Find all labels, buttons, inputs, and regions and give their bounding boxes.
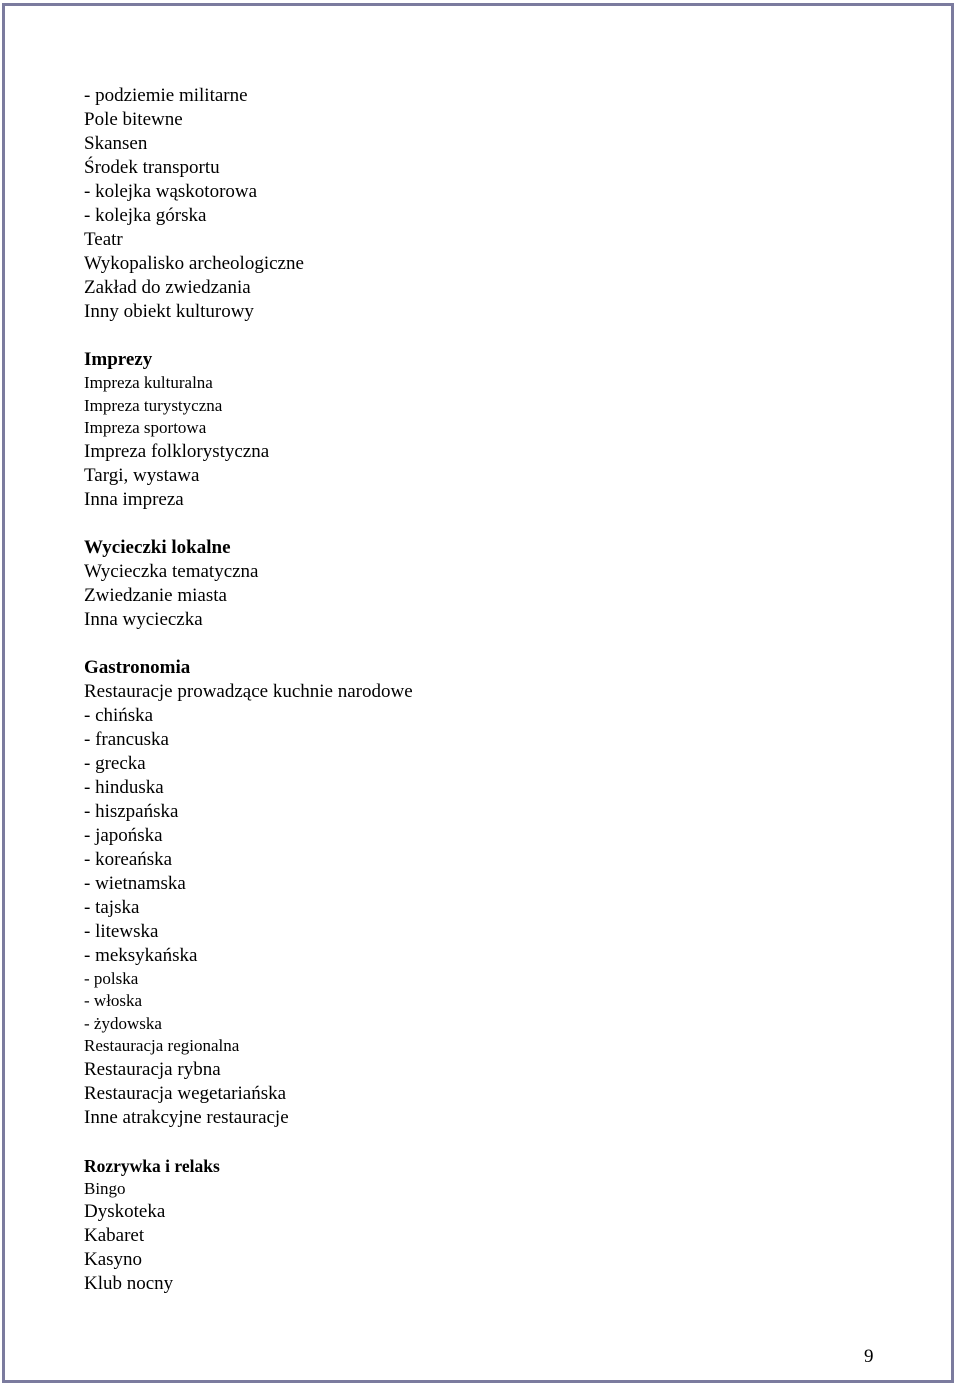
section-heading: Rozrywka i relaks <box>84 1155 220 1176</box>
list-item: Inna wycieczka <box>84 608 203 630</box>
list-item: Pole bitewne <box>84 109 183 130</box>
list-item: Restauracja regionalna <box>84 1036 240 1055</box>
list-item: Restauracja rybna <box>84 1058 221 1080</box>
section-gap <box>84 632 864 656</box>
list-item: - podziemie militarne <box>84 85 248 106</box>
list-item: Impreza turystyczna <box>84 395 223 415</box>
list-item: Dyskoteka <box>84 1201 166 1222</box>
section-wycieczki <box>84 536 864 632</box>
section-heading: Wycieczki lokalne <box>84 536 231 558</box>
list-item: - kolejka wąskotorowa <box>84 181 258 202</box>
list-item: - żydowska <box>84 1013 162 1033</box>
list-item: Zakład do zwiedzania <box>84 277 251 298</box>
list-item: Bingo <box>84 1178 126 1198</box>
list-item: Środek transportu <box>84 157 220 178</box>
list-item: Restauracje prowadzące kuchnie narodowe <box>84 680 413 702</box>
list-item: Klub nocny <box>84 1273 174 1294</box>
list-item: - włoska <box>84 991 143 1010</box>
list-item: Inny obiekt kulturowy <box>84 301 254 322</box>
section-gastronomia <box>84 656 864 1130</box>
list-item: - litewska <box>84 920 159 942</box>
page-number: 9 <box>864 1346 874 1367</box>
list-item: Skansen <box>84 133 148 154</box>
list-item: Restauracja wegetariańska <box>84 1082 287 1104</box>
document-body <box>84 84 864 1296</box>
list-item: - polska <box>84 968 139 988</box>
list-item: Inna impreza <box>84 488 184 510</box>
continuation-list <box>84 84 864 324</box>
list-item: Inne atrakcyjne restauracje <box>84 1106 289 1128</box>
list-item: - grecka <box>84 752 146 774</box>
list-item: - japońska <box>84 824 163 846</box>
list-item: - tajska <box>84 896 140 918</box>
list-item: - hinduska <box>84 776 164 798</box>
list-item: - koreańska <box>84 848 173 870</box>
list-item: Zwiedzanie miasta <box>84 584 227 606</box>
list-item: Impreza kulturalna <box>84 373 213 392</box>
section-imprezy <box>84 348 864 512</box>
list-item: Targi, wystawa <box>84 464 200 486</box>
list-item: Wycieczka tematyczna <box>84 560 259 582</box>
list-item: - kolejka górska <box>84 205 207 226</box>
list-item: Impreza sportowa <box>84 418 207 437</box>
list-item: Teatr <box>84 229 123 250</box>
list-item: - hiszpańska <box>84 800 179 822</box>
section-gap <box>84 324 864 348</box>
list-item: - francuska <box>84 728 169 750</box>
list-item: - chińska <box>84 704 154 726</box>
list-item: Wykopalisko archeologiczne <box>84 253 304 274</box>
section-gap <box>84 1130 864 1154</box>
section-heading: Imprezy <box>84 349 153 370</box>
list-item: Kabaret <box>84 1225 145 1246</box>
section-rozrywka <box>84 1154 864 1297</box>
list-item: - meksykańska <box>84 944 198 966</box>
section-gap <box>84 512 864 536</box>
list-item: - wietnamska <box>84 872 186 894</box>
list-item: Kasyno <box>84 1249 143 1270</box>
section-heading: Gastronomia <box>84 656 191 678</box>
list-item: Impreza folklorystyczna <box>84 440 270 462</box>
